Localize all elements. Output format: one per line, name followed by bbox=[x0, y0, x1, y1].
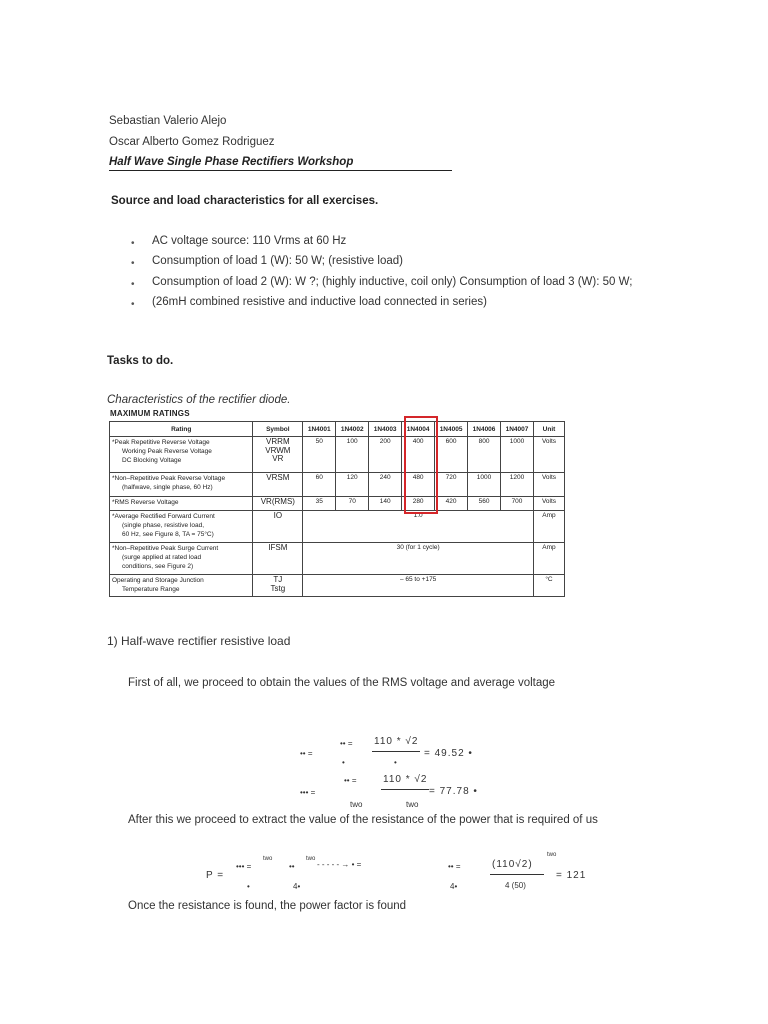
symbol-line: TJ bbox=[273, 575, 283, 584]
rating-line: Temperature Range bbox=[122, 586, 180, 593]
column-header: 1N4006 bbox=[468, 422, 501, 437]
rating-line: (single phase, resistive load, bbox=[122, 522, 205, 529]
eq3-b-tail: - - - - - → • = bbox=[317, 860, 362, 869]
table-header-row bbox=[110, 422, 565, 437]
unit-cell: Volts bbox=[533, 437, 564, 473]
unit-cell: Amp bbox=[533, 511, 564, 543]
symbol-line: VRWM bbox=[265, 445, 291, 455]
value-cell: 600 bbox=[435, 437, 468, 473]
table-row bbox=[110, 473, 565, 497]
symbol-cell bbox=[253, 511, 303, 543]
eq3-d: (110√2) bbox=[492, 859, 533, 870]
column-header: Symbol bbox=[253, 422, 303, 437]
column-header: 1N4003 bbox=[369, 422, 402, 437]
eq3-a: ••• = bbox=[236, 862, 252, 871]
eq3-d-sup: two bbox=[547, 852, 557, 858]
ratings-title: MAXIMUM RATINGS bbox=[110, 409, 190, 418]
list-item: (26mH combined resistive and inductive load connected in series) bbox=[152, 296, 487, 308]
symbol-cell bbox=[253, 437, 303, 473]
diode-ratings-table bbox=[109, 421, 565, 597]
value-cell: 100 bbox=[336, 437, 369, 473]
symbol-cell bbox=[253, 575, 303, 597]
rating-cell bbox=[110, 497, 253, 511]
value-cell: 30 (for 1 cycle) bbox=[303, 543, 534, 575]
symbol-cell bbox=[253, 543, 303, 575]
rating-line: Working Peak Reverse Voltage bbox=[122, 448, 212, 455]
symbol-cell bbox=[253, 473, 303, 497]
table-row bbox=[110, 543, 565, 575]
rating-line: *Non–Repetitive Peak Surge Current bbox=[112, 545, 219, 552]
column-header: 1N4002 bbox=[336, 422, 369, 437]
diode-caption: Characteristics of the rectifier diode. bbox=[107, 394, 291, 406]
eq1-lhs: •• = bbox=[300, 749, 313, 758]
problem-heading: 1) Half-wave rectifier resistive load bbox=[107, 634, 291, 648]
value-cell: 400 bbox=[402, 437, 435, 473]
value-cell: 140 bbox=[369, 497, 402, 511]
eq3-c-den: 4• bbox=[450, 882, 458, 891]
eq1-fraction-bar bbox=[372, 751, 420, 752]
column-header: 1N4005 bbox=[435, 422, 468, 437]
rating-line: (surge applied at rated load bbox=[122, 554, 202, 561]
eq1-inner: •• = bbox=[340, 739, 353, 748]
value-cell: 280 bbox=[402, 497, 435, 511]
eq2-result: = 77.78 • bbox=[429, 786, 478, 797]
value-cell: 800 bbox=[468, 437, 501, 473]
value-cell: – 65 to +175 bbox=[303, 575, 534, 597]
unit-cell: Amp bbox=[533, 543, 564, 575]
eq2-denominator-right: two bbox=[406, 800, 419, 809]
symbol-line: VR bbox=[272, 454, 284, 463]
closing-paragraph: Once the resistance is found, the power factor is found bbox=[128, 900, 407, 912]
title-underline bbox=[109, 170, 452, 171]
eq3-b-den: 4• bbox=[293, 882, 301, 891]
eq2-numerator: 110 * √2 bbox=[383, 774, 428, 785]
value-cell: 1.0 bbox=[303, 511, 534, 543]
value-cell: 420 bbox=[435, 497, 468, 511]
section-heading: Source and load characteristics for all exercises. bbox=[111, 195, 379, 207]
rating-line: Operating and Storage Junction bbox=[112, 577, 204, 584]
column-header: 1N4007 bbox=[501, 422, 534, 437]
rating-cell bbox=[110, 473, 253, 497]
unit-cell: °C bbox=[533, 575, 564, 597]
tasks-heading: Tasks to do. bbox=[107, 355, 174, 367]
list-item: Consumption of load 1 (W): 50 W; (resistive load) bbox=[152, 255, 403, 267]
bullet-marker: • bbox=[131, 238, 135, 249]
rating-line: *Peak Repetitive Reverse Voltage bbox=[112, 439, 210, 446]
eq2-fraction-bar bbox=[381, 789, 429, 790]
rating-line: (halfwave, single phase, 60 Hz) bbox=[122, 484, 213, 491]
rating-line: *Average Rectified Forward Current bbox=[112, 513, 215, 520]
after-paragraph: After this we proceed to extract the value of the resistance of the power that is required of us bbox=[128, 814, 598, 826]
value-cell: 70 bbox=[336, 497, 369, 511]
symbol-line: IO bbox=[273, 511, 283, 520]
rating-line: DC Blocking Voltage bbox=[122, 457, 182, 464]
symbol-cell bbox=[253, 497, 303, 511]
eq3-fraction-bar bbox=[490, 874, 544, 875]
rating-cell bbox=[110, 511, 253, 543]
bullet-marker: • bbox=[131, 279, 135, 290]
eq2-inner: •• = bbox=[344, 776, 357, 785]
eq2-lhs: ••• = bbox=[300, 788, 316, 797]
eq3-p: P = bbox=[206, 870, 225, 881]
document-title: Half Wave Single Phase Rectifiers Workshop bbox=[109, 156, 354, 168]
value-cell: 1000 bbox=[501, 437, 534, 473]
eq3-result: = 121 bbox=[556, 870, 587, 881]
rating-cell bbox=[110, 543, 253, 575]
value-cell: 50 bbox=[303, 437, 336, 473]
eq3-a-den: • bbox=[247, 882, 250, 891]
value-cell: 720 bbox=[435, 473, 468, 497]
eq1-numerator: 110 * √2 bbox=[374, 736, 419, 747]
rating-line: 60 Hz, see Figure 8, TA = 75°C) bbox=[122, 531, 214, 538]
intro-paragraph: First of all, we proceed to obtain the values of the RMS voltage and average voltage bbox=[128, 677, 556, 689]
eq3-d-den: 4 (50) bbox=[505, 881, 526, 890]
table-row bbox=[110, 497, 565, 511]
list-item: AC voltage source: 110 Vrms at 60 Hz bbox=[152, 235, 347, 247]
value-cell: 1000 bbox=[468, 473, 501, 497]
symbol-line: VR(RMS) bbox=[260, 497, 295, 506]
bullet-marker: • bbox=[131, 299, 135, 310]
eq3-b-sup: two bbox=[306, 856, 316, 862]
column-header: Rating bbox=[110, 422, 253, 437]
value-cell: 700 bbox=[501, 497, 534, 511]
highlight-box-1n4004 bbox=[404, 416, 438, 514]
eq2-denominator-left: two bbox=[350, 800, 363, 809]
eq1-denominator: • bbox=[394, 758, 397, 767]
symbol-line: IFSM bbox=[268, 543, 288, 552]
eq3-b: •• bbox=[289, 862, 295, 871]
table-row bbox=[110, 437, 565, 473]
list-item: Consumption of load 2 (W): W ?; (highly inductive, coil only) Consumption of load 3 (W): 50 W; bbox=[152, 276, 633, 288]
value-cell: 1200 bbox=[501, 473, 534, 497]
rating-cell bbox=[110, 575, 253, 597]
bullet-marker: • bbox=[131, 258, 135, 269]
value-cell: 480 bbox=[402, 473, 435, 497]
author-1: Sebastian Valerio Alejo bbox=[109, 115, 227, 127]
eq1-inner-denominator: • bbox=[342, 758, 345, 767]
eq3-c: •• = bbox=[448, 862, 461, 871]
column-header: 1N4004 bbox=[402, 422, 435, 437]
symbol-line: VRSM bbox=[266, 473, 290, 482]
rating-line: *RMS Reverse Voltage bbox=[112, 499, 179, 506]
column-header: Unit bbox=[533, 422, 564, 437]
value-cell: 240 bbox=[369, 473, 402, 497]
symbol-line: VRRM bbox=[266, 437, 290, 446]
value-cell: 60 bbox=[303, 473, 336, 497]
eq3-a-sup: two bbox=[263, 856, 273, 862]
unit-cell: Volts bbox=[533, 473, 564, 497]
symbol-line: Tstg bbox=[270, 583, 286, 593]
rating-cell bbox=[110, 437, 253, 473]
author-2: Oscar Alberto Gomez Rodriguez bbox=[109, 136, 275, 148]
unit-cell: Volts bbox=[533, 497, 564, 511]
value-cell: 200 bbox=[369, 437, 402, 473]
value-cell: 560 bbox=[468, 497, 501, 511]
eq1-result: = 49.52 • bbox=[424, 748, 473, 759]
value-cell: 120 bbox=[336, 473, 369, 497]
rating-line: conditions, see Figure 2) bbox=[122, 563, 194, 570]
value-cell: 35 bbox=[303, 497, 336, 511]
rating-line: *Non–Repetitive Peak Reverse Voltage bbox=[112, 475, 226, 482]
table-row bbox=[110, 511, 565, 543]
table-row bbox=[110, 575, 565, 597]
column-header: 1N4001 bbox=[303, 422, 336, 437]
